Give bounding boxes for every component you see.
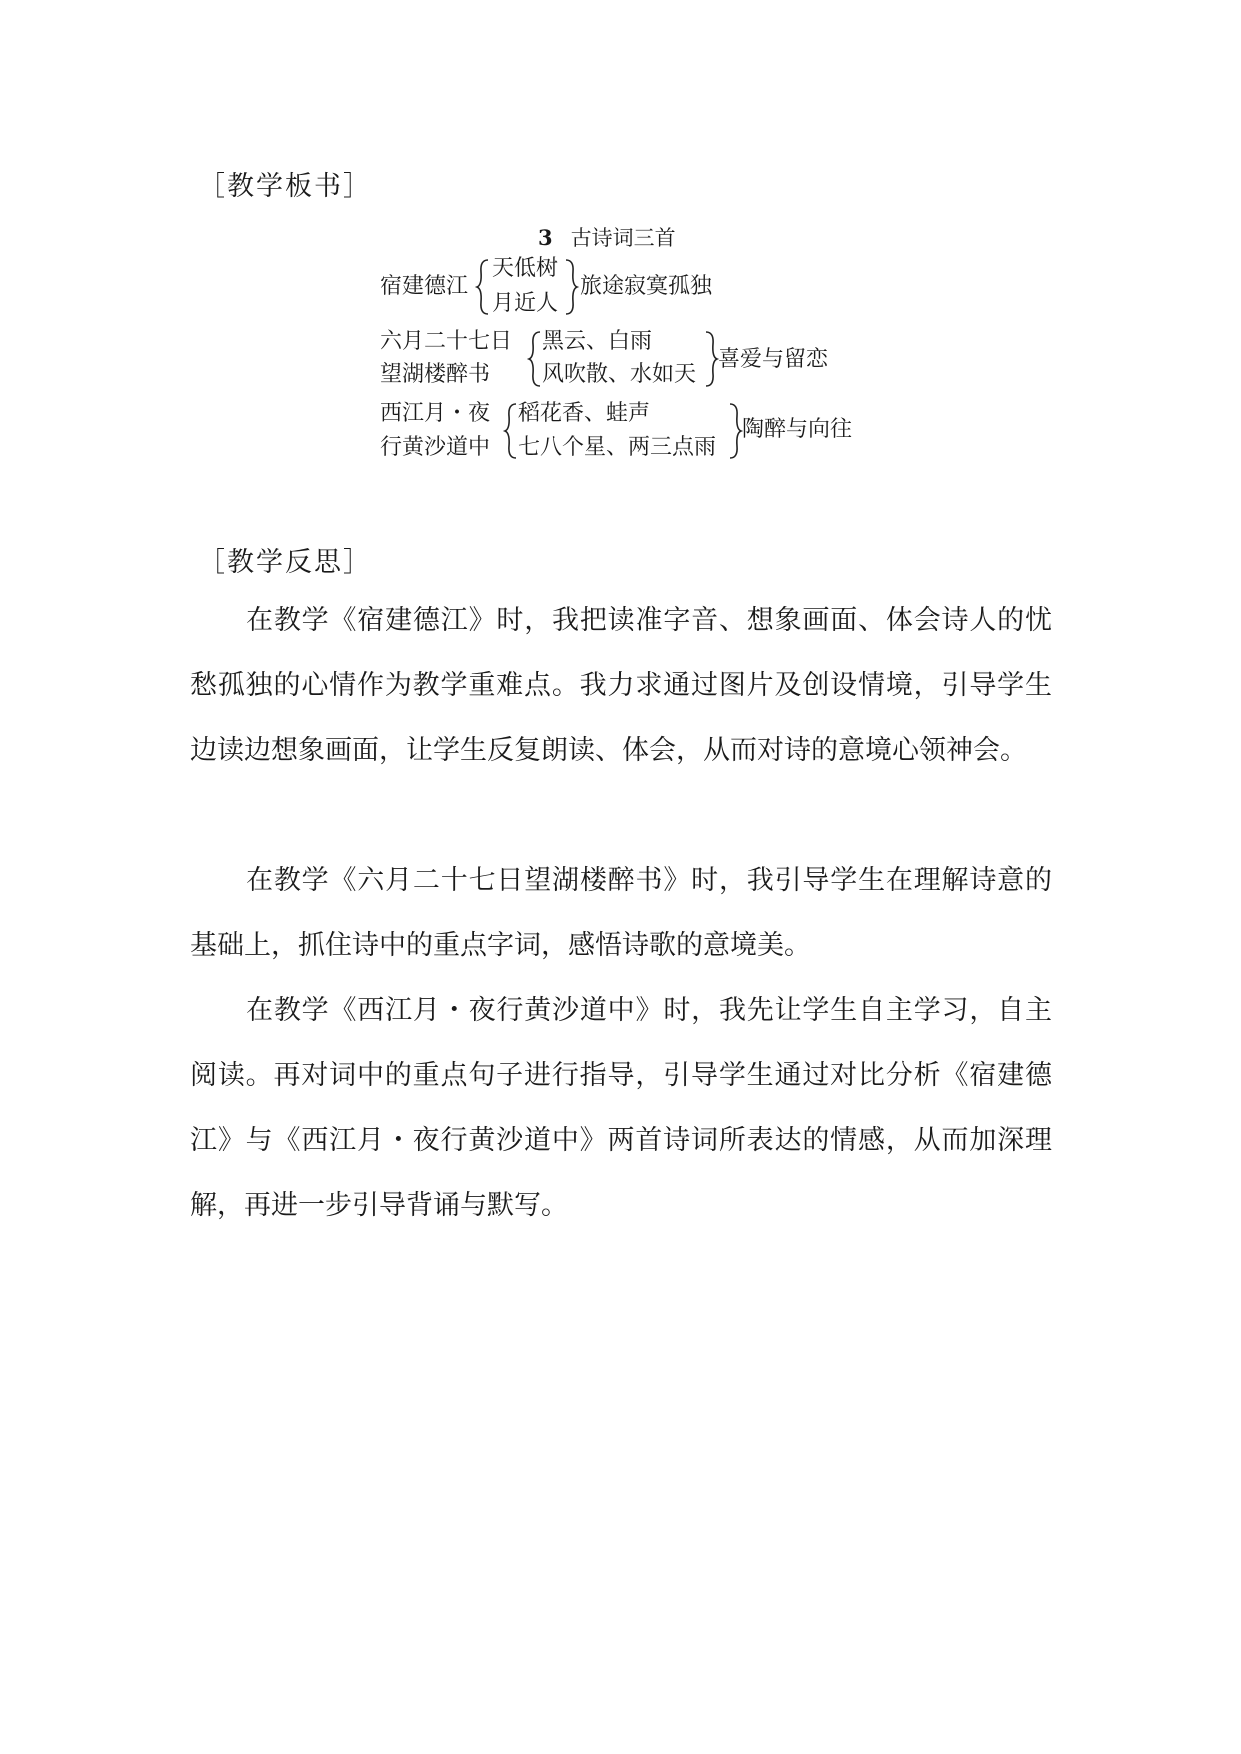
lesson-number: 3 bbox=[538, 225, 553, 250]
poem3-name-line-1: 西江月・夜 bbox=[380, 401, 491, 426]
poem2-left-brace bbox=[528, 330, 542, 388]
reflection-paragraph-3: 在教学《西江月・夜行黄沙道中》时，我先让学生自主学习，自主阅读。再对词中的重点句子进行指导，引导学生通过对比分析《宿建德江》与《西江月・夜行黄沙道中》两首诗词所表达的情感，从而加深理解，再进一步引导背诵与默写。 bbox=[190, 995, 1052, 1221]
poem1-right-brace bbox=[564, 258, 578, 316]
reflection-section-heading: ［教学反思］ bbox=[198, 547, 372, 578]
poem3-feeling: 陶醉与向往 bbox=[742, 417, 853, 442]
poem3-left-brace bbox=[504, 402, 518, 460]
reflection-paragraph-2: 在教学《六月二十七日望湖楼醉书》时，我引导学生在理解诗意的基础上，抓住诗中的重点字词，感悟诗歌的意境美。 bbox=[190, 865, 1052, 961]
poem2-name-line-2: 望湖楼醉书 bbox=[380, 362, 491, 387]
poem1-left-brace bbox=[476, 258, 490, 316]
poem2-line-1: 黑云、白雨 bbox=[542, 329, 653, 354]
poem1-feeling: 旅途寂寞孤独 bbox=[580, 274, 713, 299]
poem2-line-2: 风吹散、水如天 bbox=[542, 362, 697, 387]
poem2-feeling: 喜爱与留恋 bbox=[718, 347, 829, 372]
poem2-right-brace bbox=[704, 330, 718, 388]
poem3-name-line-2: 行黄沙道中 bbox=[380, 435, 491, 460]
poem3-line-2: 七八个星、两三点雨 bbox=[518, 435, 717, 460]
board-title bbox=[538, 222, 676, 252]
lesson-title: 古诗词三首 bbox=[570, 226, 676, 250]
poem1-name: 宿建德江 bbox=[380, 274, 469, 299]
poem1-line-2: 月近人 bbox=[492, 291, 559, 316]
reflection-paragraph-1: 在教学《宿建德江》时，我把读准字音、想象画面、体会诗人的忧愁孤独的心情作为教学重难点。我力求通过图片及创设情境，引导学生边读边想象画面，让学生反复朗读、体会，从而对诗的意境心领神会。 bbox=[190, 605, 1052, 766]
poem1-line-1: 天低树 bbox=[492, 256, 559, 281]
poem3-right-brace bbox=[728, 402, 742, 460]
poem3-line-1: 稻花香、蛙声 bbox=[518, 401, 651, 426]
poem2-name-line-1: 六月二十七日 bbox=[380, 329, 513, 354]
board-section-heading: ［教学板书］ bbox=[198, 171, 372, 202]
